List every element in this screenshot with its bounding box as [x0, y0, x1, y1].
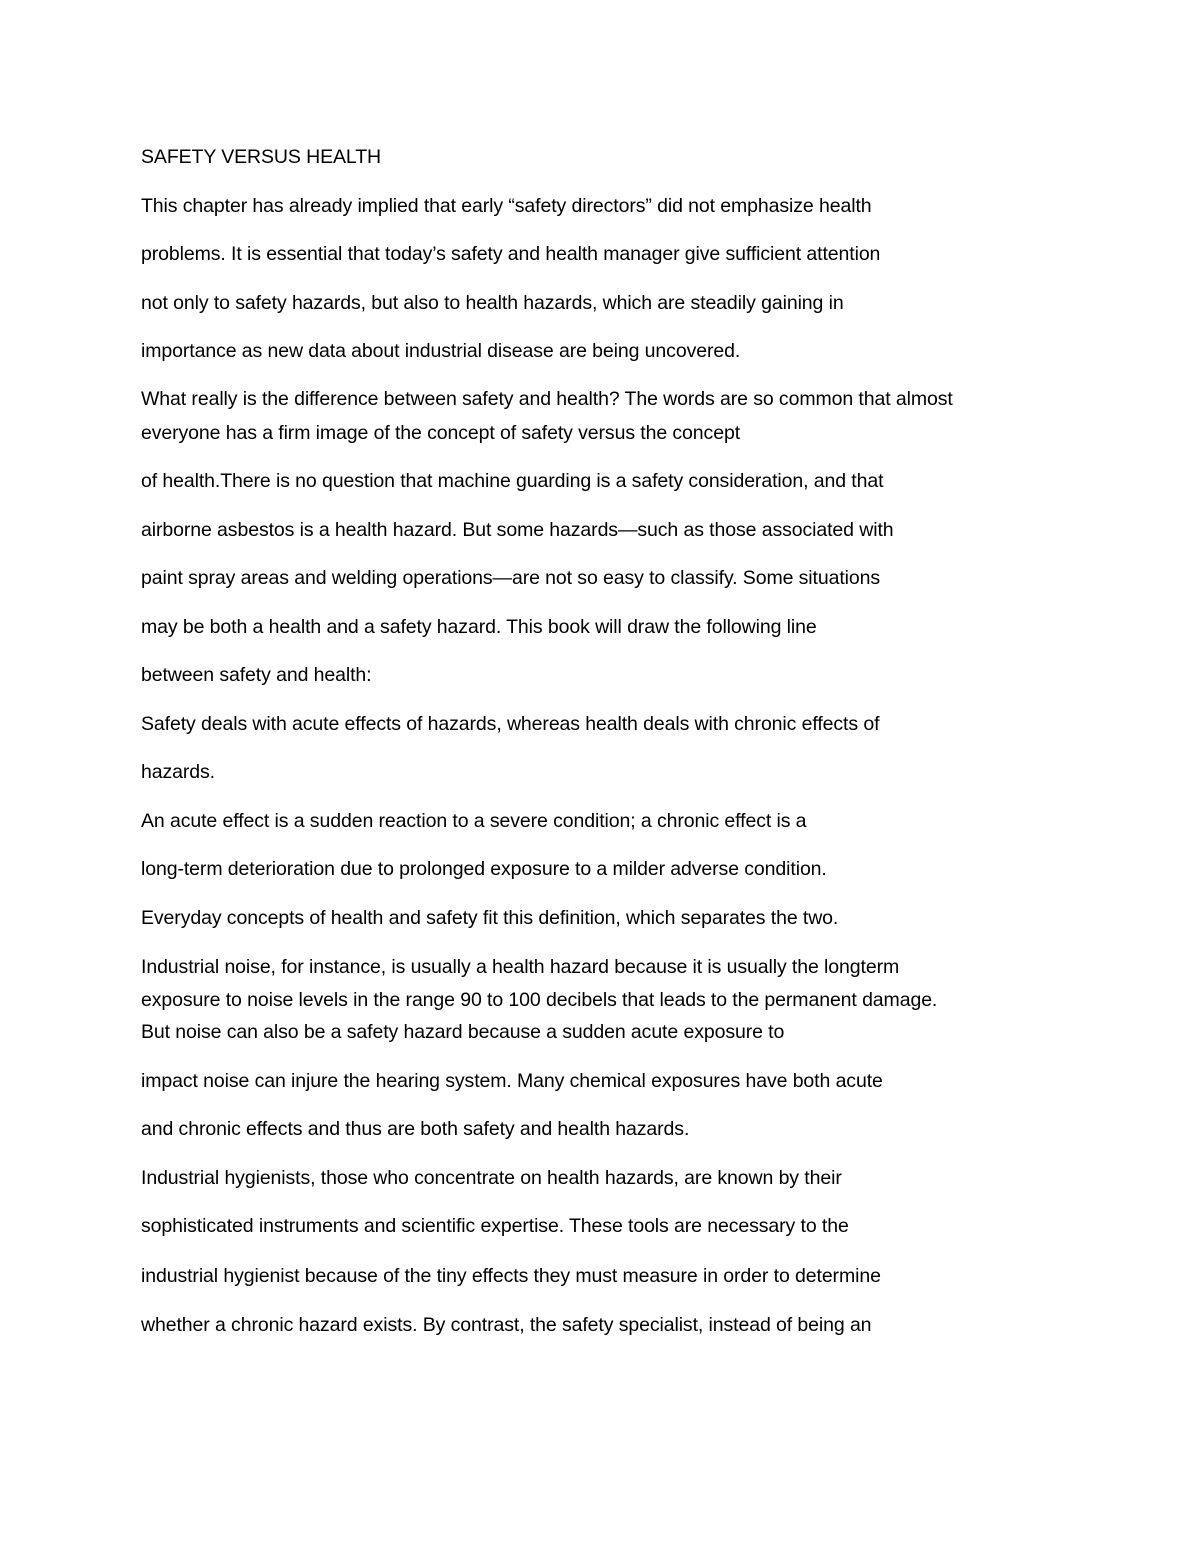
text-line: not only to safety hazards, but also to health hazards, which are steadily gaining in — [141, 292, 844, 314]
text-line: Safety deals with acute effects of hazards, whereas health deals with chronic effects of — [141, 713, 880, 735]
text-line: An acute effect is a sudden reaction to a severe condition; a chronic effect is a — [141, 810, 807, 832]
section-heading: SAFETY VERSUS HEALTH — [141, 146, 382, 168]
text-line: impact noise can injure the hearing system. Many chemical exposures have both acute — [141, 1070, 883, 1092]
text-line: long-term deterioration due to prolonged exposure to a milder adverse condition. — [141, 858, 827, 880]
text-line: hazards. — [141, 761, 215, 783]
text-line: and chronic effects and thus are both safety and health hazards. — [141, 1118, 690, 1140]
text-line: of health.There is no question that machine guarding is a safety consideration, and that — [141, 470, 884, 492]
text-line: What really is the difference between safety and health? The words are so common that almost — [141, 388, 953, 410]
text-line: Industrial hygienists, those who concentrate on health hazards, are known by their — [141, 1167, 842, 1189]
text-line: problems. It is essential that today’s safety and health manager give sufficient attention — [141, 243, 881, 265]
text-line: industrial hygienist because of the tiny effects they must measure in order to determine — [141, 1265, 881, 1287]
text-line: exposure to noise levels in the range 90 to 100 decibels that leads to the permanent damage. — [141, 989, 938, 1011]
text-line: This chapter has already implied that early “safety directors” did not emphasize health — [141, 195, 872, 217]
text-line: between safety and health: — [141, 664, 372, 686]
text-line: Everyday concepts of health and safety fit this definition, which separates the two. — [141, 907, 839, 929]
text-line: airborne asbestos is a health hazard. But some hazards—such as those associated with — [141, 519, 894, 541]
text-line: may be both a health and a safety hazard. This book will draw the following line — [141, 616, 817, 638]
text-line: sophisticated instruments and scientific expertise. These tools are necessary to the — [141, 1215, 849, 1237]
text-line: Industrial noise, for instance, is usually a health hazard because it is usually the longterm — [141, 956, 900, 978]
text-line: paint spray areas and welding operations—are not so easy to classify. Some situations — [141, 567, 881, 589]
text-line: whether a chronic hazard exists. By contrast, the safety specialist, instead of being an — [141, 1314, 872, 1336]
text-line: But noise can also be a safety hazard because a sudden acute exposure to — [141, 1021, 785, 1043]
text-line: everyone has a firm image of the concept of safety versus the concept — [141, 422, 741, 444]
text-line: importance as new data about industrial disease are being uncovered. — [141, 340, 741, 362]
